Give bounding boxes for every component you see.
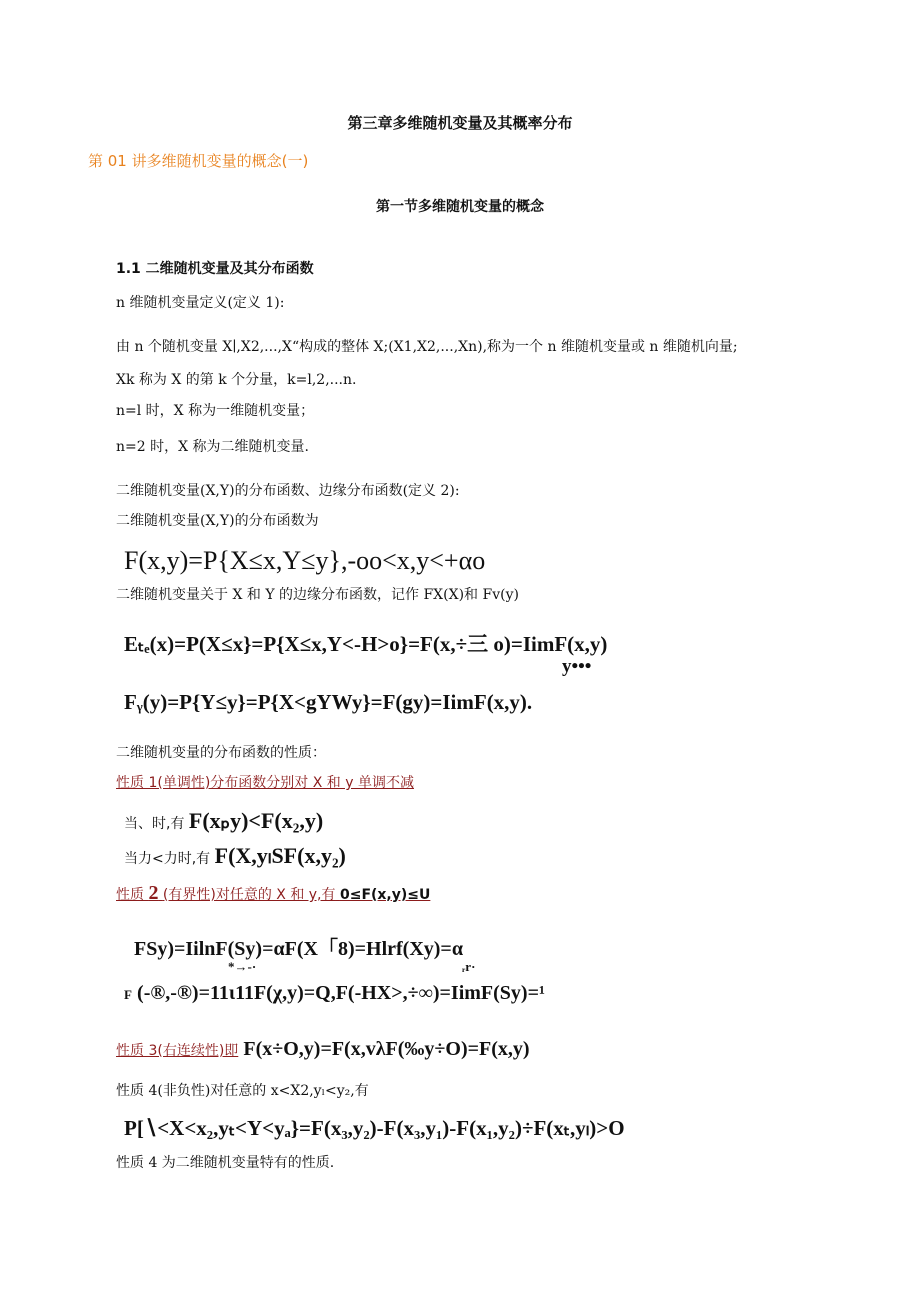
def1-line4: n=2 时，X 称为二维随机变量. bbox=[116, 439, 309, 455]
property-1-case-2 bbox=[124, 843, 346, 869]
property-2-formula-1: FSy)=IilnF(Sy)=αF(X「8)=Hlrf(Xy)=α bbox=[134, 938, 463, 960]
property-2-under-b: ᵣr· bbox=[462, 959, 476, 974]
def1-line2: Xk 称为 X 的第 k 个分量，k=l,2,...n. bbox=[116, 372, 357, 388]
def1-title: n 维随机变量定义(定义 1): bbox=[116, 295, 285, 311]
limit-subscript: y••• bbox=[562, 656, 592, 677]
case-1-formula: F(xₚy)<F(x₂,y) bbox=[188, 808, 324, 833]
closing-note: 性质 4 为二维随机变量特有的性质. bbox=[116, 1155, 335, 1171]
def1-line1: 由 n 个随机变量 X∣,X2,...,X“构成的整体 X;(X1,X2,...,Xn),称为一个 n 维随机变量或 n 维随机向量; bbox=[116, 339, 738, 355]
marginal-fx-formula: Eₜₑ(x)=P(X≤x}=P{X≤x,Y<-H>o}=F(x,÷三 o)=IimF(x,y) bbox=[124, 632, 608, 656]
properties-title: 二维随机变量的分布函数的性质： bbox=[116, 745, 326, 761]
property-3-text: 性质 3(右连续性)即 bbox=[116, 1043, 239, 1059]
property-2-under-a: *→-· bbox=[228, 959, 257, 974]
property-3 bbox=[116, 1038, 530, 1061]
def1-line3: n=l 时，X 称为一维随机变量； bbox=[116, 403, 315, 419]
property-1: 性质 1(单调性)分布函数分别对 X 和 y 单调不减 bbox=[116, 775, 414, 791]
property-2-f2-head: F bbox=[124, 987, 132, 1002]
property-2 bbox=[116, 882, 430, 905]
property-2-f2-body: (-®,-®)=11ι11F(χ,y)=Q,F(-HX>,÷∞)=IimF(Sy)=¹ bbox=[137, 982, 545, 1004]
property-4: 性质 4(非负性)对任意的 x<X2,yₗ<y₂,有 bbox=[116, 1083, 369, 1099]
section-title: 第一节多维随机变量的概念 bbox=[376, 199, 544, 215]
property-1-case-1 bbox=[124, 808, 323, 834]
property-2-rest: (有界性)对任意的 X 和 y,有 bbox=[162, 887, 336, 903]
property-2-prefix: 性质 bbox=[116, 887, 144, 903]
property-3-formula: F(x÷O,y)=F(x,vλF(‰y÷O)=F(x,y) bbox=[243, 1038, 530, 1060]
def2-line1: 二维随机变量(X,Y)的分布函数为 bbox=[116, 513, 319, 529]
lecture-heading: 第 01 讲多维随机变量的概念(一) bbox=[88, 152, 309, 170]
case-2-formula: F(X,yₗSF(x,y₂) bbox=[214, 843, 346, 868]
property-4-formula: P[∖<X<x₂,yₜ<Y<yₐ}=F(x₃,y₂)-F(x₃,y₁)-F(x₁,y₂)÷F(xₜ,yₗ)>O bbox=[124, 1116, 625, 1140]
marginal-fy-formula: Fᵧ(y)=P{Y≤y}=P{X<gYWy}=F(gy)=IimF(x,y). bbox=[124, 690, 533, 714]
chapter-title: 第三章多维随机变量及其概率分布 bbox=[347, 114, 573, 132]
marginal-text: 二维随机变量关于 X 和 Y 的边缘分布函数，记作 FX(X)和 Fv(y) bbox=[116, 587, 519, 603]
property-2-formula-2 bbox=[124, 982, 545, 1005]
property-2-number: 2 bbox=[148, 882, 159, 904]
case-1-text: 当、时,有 bbox=[124, 816, 185, 832]
case-2-text: 当力<力时,有 bbox=[124, 851, 211, 867]
def2-title: 二维随机变量(X,Y)的分布函数、边缘分布函数(定义 2): bbox=[116, 483, 460, 499]
property-2-bounds: 0≤F(x,y)≤U bbox=[339, 887, 431, 903]
subsection-title: 1.1 二维随机变量及其分布函数 bbox=[116, 261, 314, 277]
joint-cdf-formula: F(x,y)=P{X≤x,Y≤y},-oo<x,y<+αo bbox=[124, 546, 486, 575]
